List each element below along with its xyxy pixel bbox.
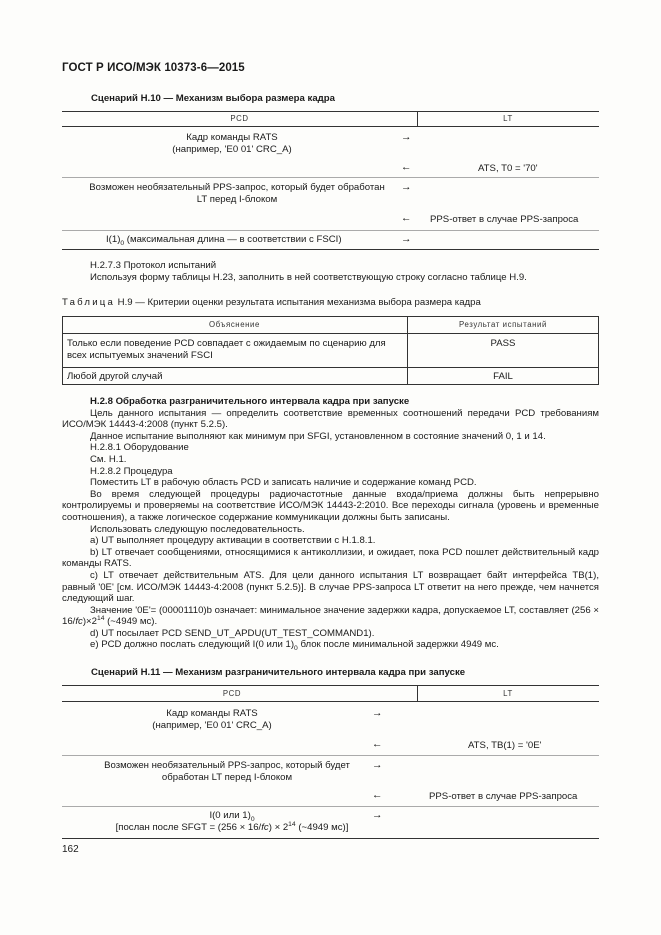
col-header-pcd: PCD: [230, 114, 249, 123]
arrow-right-icon: →: [372, 707, 383, 719]
subscript: 0: [120, 239, 125, 247]
text-run: блок после минимальной задержки 4949 мс.: [297, 639, 499, 651]
protocol-text: Используя форму таблицы H.23, заполнить в ней соответствующую строку согласно таблице H.9.: [90, 271, 527, 283]
h9-row1-expl: [67, 338, 405, 361]
caption-text: H.9 — Критерии оценки результата испытания механизма выбора размера кадра: [115, 297, 481, 308]
paragraph: [62, 605, 599, 628]
arrow-left-icon: ←: [372, 738, 383, 750]
col-header-pcd: PCD: [222, 689, 242, 698]
table-rule: [62, 838, 599, 839]
list-item: c) LT отвечает действительным ATS. Для цели данного испытания LT возвращает байт интерфейса TB(1), равный '0E' [см. ИСО/МЭК 14443-4:2008 (пункт 5.2.5)]. В случае PPS-запроса LT ответит на него прежде, чем начнется следующий шаг.: [62, 569, 599, 605]
arrow-left-icon: ←: [401, 212, 412, 224]
h10-row4-lt: PPS-ответ в случае PPS-запроса: [430, 214, 579, 225]
col-header-result: Результат испытаний: [459, 320, 547, 329]
protocol-section: [62, 260, 599, 283]
text-run: I(0 или 1): [209, 810, 251, 821]
table-rule: [62, 249, 599, 250]
pcd-text-line: [62, 822, 402, 834]
table-rule: [62, 806, 599, 807]
pcd-text-line: LT перед I-блоком: [196, 193, 278, 205]
text-run: Значение '0E'= (00001110)b означает: минимальное значение задержки кадра, допускаемое LT, составляет (256 × 16/: [62, 604, 599, 628]
text-run: fc: [75, 616, 83, 628]
pcd-text-line: [62, 810, 402, 822]
pcd-text-line: (например, 'E0 01' CRC_A): [152, 719, 272, 731]
text-run: [послан после SFGT = (256 × 16/: [115, 821, 262, 833]
col-header-explanation: Объяснение: [209, 320, 260, 329]
h10-row3-pcd: [62, 182, 412, 205]
table-rule: [62, 685, 599, 686]
table-h9-caption: [62, 297, 481, 308]
text-run: fc: [261, 821, 269, 833]
text-run: (~4949 мс)]: [295, 821, 349, 833]
text-run: (~4949 мс).: [104, 616, 158, 628]
arrow-right-icon: →: [372, 759, 383, 771]
pcd-text: I(1): [106, 234, 121, 245]
superscript: 14: [96, 615, 105, 623]
table-rule: [62, 701, 599, 702]
page-number: 162: [62, 844, 79, 855]
arrow-right-icon: →: [401, 233, 412, 245]
arrow-left-icon: ←: [372, 789, 383, 801]
pcd-text-line: Возможен необязательный PPS-запрос, который будет обработан: [89, 182, 385, 193]
text-run: )×2: [82, 616, 97, 628]
pcd-text: (максимальная длина — в соответствии с FSCI): [124, 234, 342, 245]
text-run: e) PCD должно послать следующий I(0 или 1): [90, 639, 295, 651]
paragraph: Поместить LT в рабочую область PCD и записать наличие и содержание команд PCD.: [90, 477, 477, 489]
h10-row5-pcd: [106, 234, 342, 246]
arrow-right-icon: →: [401, 131, 412, 143]
expl-text-line: всех испытуемых значений FSCI: [67, 349, 213, 361]
caption-label: Таблица: [62, 297, 116, 308]
list-item: a) UT выполняет процедуру активации в соответствии с H.1.8.1.: [90, 535, 376, 547]
paragraph: Использовать следующую последовательность.: [90, 523, 305, 535]
pcd-text-line: обработан LT перед I-блоком: [161, 771, 293, 783]
section-heading: H.2.8 Обработка разграничительного интервала кадра при запуске: [90, 396, 410, 407]
col-header-lt: LT: [503, 689, 513, 698]
pcd-text-line: Кадр команды RATS: [166, 708, 258, 719]
h10-row2-lt: ATS, T0 = '70': [478, 163, 538, 174]
arrow-right-icon: →: [372, 809, 383, 821]
table-rule: [62, 755, 599, 756]
subsection-heading: H.2.8.1 Оборудование: [90, 442, 189, 454]
table-rule: [62, 126, 599, 127]
scenario-h11-title: Сценарий H.11 — Механизм разграничительного интервала кадра при запуске: [91, 667, 466, 678]
text-run: ) × 2: [268, 821, 289, 833]
table-rule: [62, 177, 599, 178]
arrow-left-icon: ←: [401, 161, 412, 173]
subscript: 0: [294, 645, 298, 653]
paragraph: См. H.1.: [90, 453, 127, 465]
protocol-heading: H.2.7.3 Протокол испытаний: [90, 260, 217, 271]
h11-row1-pcd: [62, 708, 362, 731]
pcd-text-line: Кадр команды RATS: [186, 132, 278, 143]
h11-row5-pcd: [62, 810, 402, 833]
h9-row1-result: PASS: [490, 338, 516, 349]
arrow-right-icon: →: [401, 181, 412, 193]
pcd-text-line: (например, 'E0 01' CRC_A): [172, 143, 292, 155]
table-rule: [62, 367, 599, 368]
h9-row2-expl: Любой другой случай: [67, 371, 163, 382]
superscript: 14: [288, 820, 296, 828]
subsection-heading: H.2.8.2 Процедура: [90, 465, 173, 477]
paragraph: Данное испытание выполняют как минимум при SFGI, установленном в состояние значений 0, 1 и 14.: [90, 430, 546, 442]
expl-text-line: Только если поведение PCD совпадает с ожидаемым по сценарию для: [67, 338, 386, 349]
pcd-text-line: Возможен необязательный PPS-запрос, который будет: [104, 760, 350, 771]
table-rule: [62, 230, 599, 231]
scenario-h10-title: Сценарий H.10 — Механизм выбора размера кадра: [91, 93, 335, 104]
paragraph: Цель данного испытания — определить соответствие временных соотношений передачи PCD требованиям ИСО/МЭК 14443-4:2008 (пункт 5.2.5).: [62, 407, 599, 431]
list-item: [62, 639, 599, 651]
h9-row2-result: FAIL: [493, 371, 513, 382]
h11-row4-lt: PPS-ответ в случае PPS-запроса: [429, 791, 578, 802]
table-rule: [62, 333, 599, 334]
col-header-lt: LT: [503, 114, 513, 123]
list-item: b) LT отвечает сообщениями, относящимися к антиколлизии, и ожидает, пока PCD пошлет действительный кадр команды RATS.: [62, 546, 599, 570]
table-rule: [62, 111, 599, 112]
h11-row2-lt: ATS, TB(1) = '0E': [468, 740, 542, 751]
h11-row3-pcd: [62, 760, 392, 783]
list-item: d) UT посылает PCD SEND_UT_APDU(UT_TEST_COMMAND1).: [90, 627, 375, 639]
document-header: ГОСТ Р ИСО/МЭК 10373-6—2015: [62, 62, 245, 74]
subscript: 0: [250, 815, 255, 823]
paragraph: Во время следующей процедуры радиочастотные данные входа/приема должны быть непрерывно контролируемы и проверяемы на соответствие ИСО/МЭК 14443-2:2010. Все переходы сигнала (уровень и временные соотношения), а также логическое содержание коммуникации должны быть записаны.: [62, 488, 599, 523]
section-h28: [62, 396, 599, 651]
h10-row1-pcd: [62, 132, 402, 155]
